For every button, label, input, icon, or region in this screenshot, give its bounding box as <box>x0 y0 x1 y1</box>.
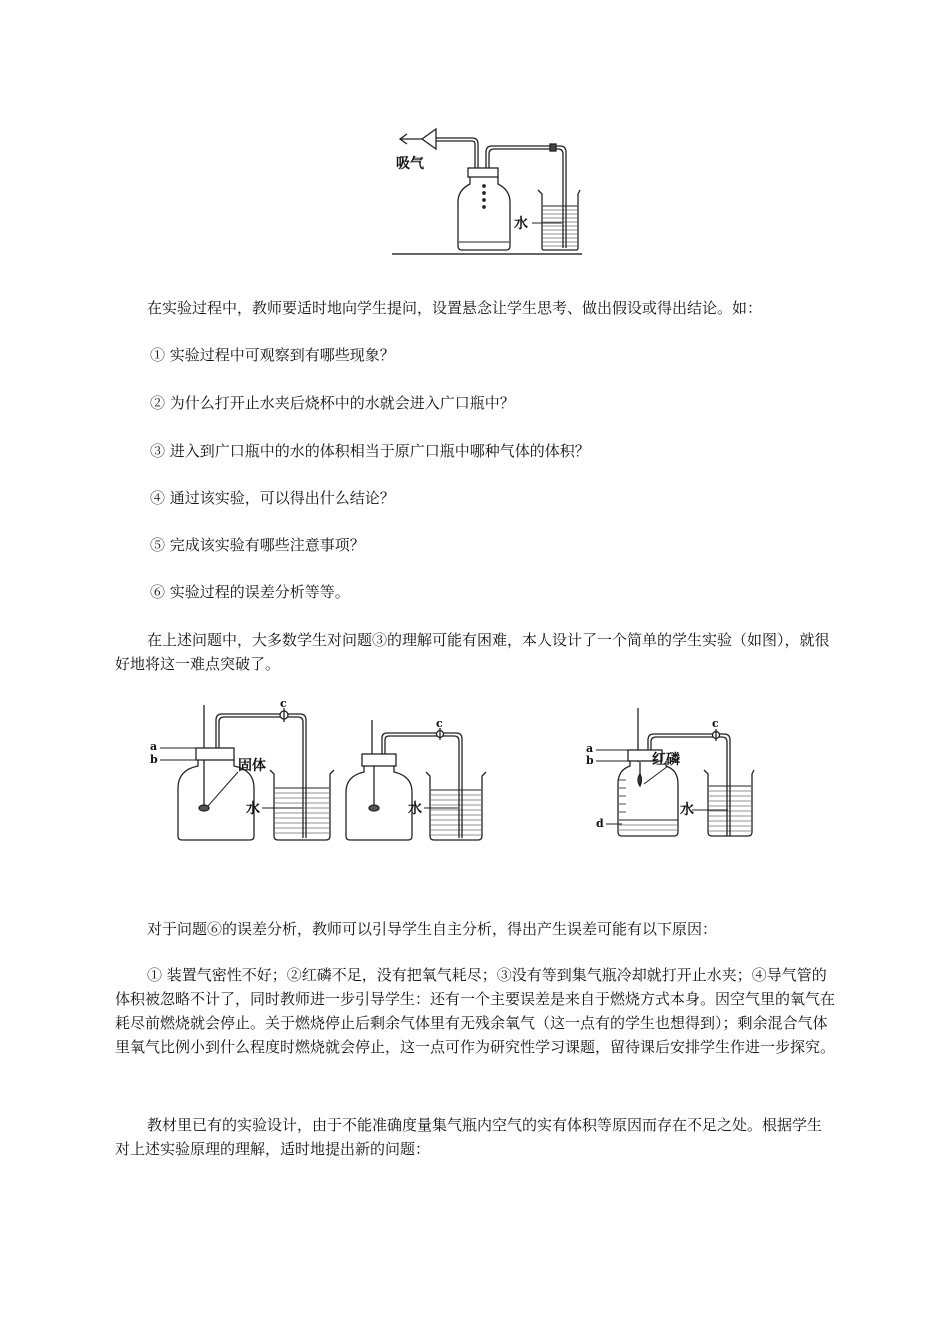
paragraph-difficulty: 在上述问题中，大多数学生对问题③的理解可能有困难，本人设计了一个简单的学生实验（如图），就很好地将这一难点突破了。 <box>115 631 830 673</box>
label-water: 水 <box>514 216 528 232</box>
paragraph-textbook: 教材里已有的实验设计，由于不能准确度量集气瓶内空气的实有体积等原因而存在不足之处。根据学生对上述实验原理的理解，适时地提出新的问题： <box>115 1116 823 1158</box>
label-a-1: a <box>150 740 158 753</box>
label-inhale: 吸气 <box>396 156 424 172</box>
label-c-1: c <box>280 700 287 710</box>
label-c-2: c <box>436 717 443 730</box>
figure-student-experiment <box>146 700 756 845</box>
question-2: ② 为什么打开止水夹后烧杯中的水就会进入广口瓶中？ <box>150 394 515 412</box>
label-water-3: 水 <box>680 802 694 818</box>
label-water-1: 水 <box>246 801 260 817</box>
question-1: ① 实验过程中可观察到有哪些现象？ <box>150 346 395 364</box>
label-a-3: a <box>586 742 594 755</box>
label-red-phosphorus: 红磷 <box>652 752 680 768</box>
paragraph-intro: 在实验过程中，教师要适时地向学生提问，设置悬念让学生思考、做出假设或得出结论。如： <box>147 299 763 317</box>
label-b-1: b <box>150 753 158 766</box>
question-5: ⑤ 完成该实验有哪些注意事项？ <box>150 536 365 554</box>
label-c-3: c <box>712 717 719 730</box>
label-solid: 固体 <box>238 758 266 774</box>
label-d-3: d <box>596 817 604 830</box>
question-4: ④ 通过该实验，可以得出什么结论？ <box>150 489 395 507</box>
paragraph-error-intro: 对于问题⑥的误差分析，教师可以引导学生自主分析，得出产生误差可能有以下原因： <box>147 920 718 938</box>
figure-suction-apparatus <box>392 118 582 258</box>
label-b-3: b <box>586 754 594 767</box>
label-water-2: 水 <box>408 801 422 817</box>
question-3: ③ 进入到广口瓶中的水的体积相当于原广口瓶中哪种气体的体积？ <box>150 442 590 460</box>
question-6: ⑥ 实验过程的误差分析等等。 <box>150 583 350 601</box>
paragraph-error-detail: ① 装置气密性不好；②红磷不足，没有把氧气耗尽；③没有等到集气瓶冷却就打开止水夹；④导气管的体积被忽略不计了，同时教师进一步引导学生：还有一个主要误差是来自于燃烧方式本身。因空气里的氧气在耗尽前燃烧就会停止。关于燃烧停止后剩余气体里有无残余氧气（这一点有的学生也想得到）；剩余混合气体里氧气比例小到什么程度时燃烧就会停止，这一点可作为研究性学习课题，留待课后安排学生作进一步探究。 <box>115 966 836 1056</box>
